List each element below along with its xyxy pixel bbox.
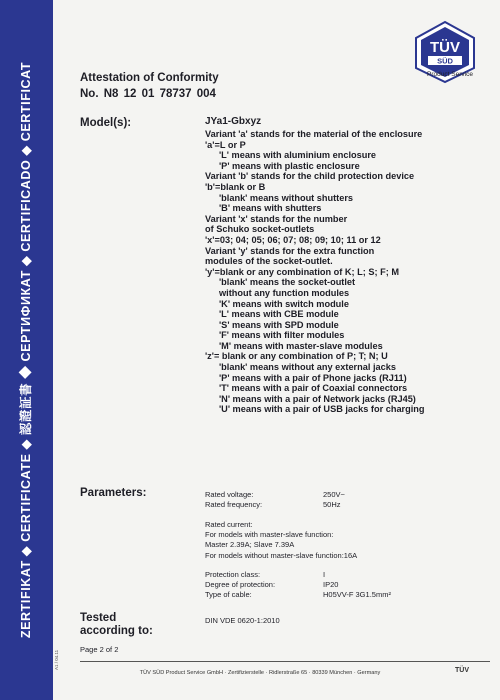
model-variant-line: 'B' means with shutters [219, 203, 322, 214]
parameter-value: IP20 [323, 580, 339, 590]
model-variant-line: 'T' means with a pair of Coaxial connectors [219, 383, 408, 394]
test-standard: DIN VDE 0620-1:2010 [205, 616, 280, 625]
model-variant-line: 'U' means with a pair of USB jacks for charging [219, 404, 425, 415]
parameter-row [205, 590, 391, 600]
footer-logo: TÜV [455, 667, 469, 674]
form-code: A1 / 04.11 [54, 649, 59, 670]
model-variant-line: 'L' means with CBE module [219, 309, 339, 320]
model-variant-line: Variant 'b' stands for the child protection device [205, 171, 415, 182]
parameter-label: Type of cable: [205, 590, 252, 600]
parameter-label: Rated voltage: [205, 490, 254, 499]
logo-mark-text: TÜV [430, 39, 460, 56]
model-variant-line: 'S' means with SPD module [219, 319, 339, 330]
parameter-row [205, 500, 341, 510]
parameter-row [205, 580, 339, 590]
model-name: JYa1-Gbxyz [205, 116, 262, 127]
parameter-label: Protection class: [205, 570, 261, 579]
model-variant-line: Variant 'y' stands for the extra function [205, 245, 375, 256]
logo-mark-sub: SÜD [437, 56, 453, 66]
parameter-group-voltage [205, 490, 345, 510]
model-variant-line: modules of the socket-outlet. [205, 256, 333, 267]
model-variant-line: 'blank' means without any external jacks [219, 362, 396, 373]
parameter-row [205, 520, 357, 530]
parameter-label: Degree of protection: [205, 580, 276, 590]
models-label: Model(s): [80, 117, 132, 129]
parameter-row [205, 570, 326, 580]
parameter-label: Master 2.39A; Slave 7.39A [205, 540, 295, 550]
logo-subtitle: Product Service [427, 71, 473, 78]
model-variant-line: 'y'=blank or any combination of K; L; S; F; M [205, 266, 399, 277]
parameter-value: 250V~ [323, 490, 345, 499]
tested-label-line1: Tested [80, 612, 117, 624]
parameter-group-protection [205, 570, 391, 601]
model-variant-list [205, 129, 425, 415]
parameter-row [205, 540, 357, 550]
parameter-label: For models with master-slave function: [205, 530, 334, 540]
model-variant-line: 'L' means with aluminium enclosure [219, 150, 377, 161]
model-variant-line: 'N' means with a pair of Network jacks (RJ45) [219, 393, 416, 404]
document-title: Attestation of Conformity [80, 72, 219, 84]
model-variant-line: 'x'=03; 04; 05; 06; 07; 08; 09; 10; 11 or 12 [205, 234, 381, 245]
parameter-row [205, 530, 357, 540]
parameter-value: 50Hz [323, 500, 341, 510]
footer-divider [80, 661, 490, 662]
model-variant-line: 'P' means with plastic enclosure [219, 160, 360, 171]
parameter-label: Rated frequency: [205, 500, 263, 510]
side-band-text: ZERTIFIKAT ◆ CERTIFICATE ◆ 認證証書 ◆ СЕРТИФИКАТ ◆ CERTIFICADO ◆ CERTIFICAT [19, 61, 33, 639]
model-variant-line: Variant 'x' stands for the number [205, 213, 348, 224]
certificate-side-band [0, 0, 53, 700]
page-number: Page 2 of 2 [80, 645, 119, 654]
parameter-label: Rated current: [205, 520, 253, 529]
model-variant-line: 'a'=L or P [205, 139, 246, 150]
certificate-number: No. N8 12 01 78737 004 [80, 88, 216, 100]
tested-label-line2: according to: [80, 625, 153, 637]
model-variant-line: 'K' means with switch module [219, 298, 349, 309]
parameter-row [205, 490, 345, 500]
parameter-value: I [323, 570, 326, 579]
model-variant-line: 'blank' means the socket-outlet [219, 277, 356, 288]
parameter-group-current [205, 520, 357, 561]
parameter-value: H05VV-F 3G1.5mm² [323, 590, 391, 600]
model-variant-line: Variant 'a' stands for the material of the enclosure [205, 129, 423, 139]
footer-address: TÜV SÜD Product Service GmbH · Zertifizierstelle · Ridlerstraße 65 · 80339 München · Germany [139, 670, 381, 676]
parameter-row [205, 551, 357, 561]
model-variant-line: 'blank' means without shutters [219, 192, 354, 203]
model-variant-line: 'F' means with filter modules [219, 330, 345, 341]
model-variant-line: 'M' means with master-slave modules [219, 340, 383, 351]
parameters-label: Parameters: [80, 487, 147, 499]
model-variant-line: without any function modules [219, 287, 350, 298]
model-variant-line: 'b'=blank or B [205, 181, 266, 192]
model-variant-line: of Schuko socket-outlets [205, 224, 315, 235]
parameter-label: For models without master-slave function:16A [205, 550, 358, 560]
model-variant-line: 'z'= blank or any combination of P; T; N; U [205, 351, 388, 362]
model-variant-line: 'P' means with a pair of Phone jacks (RJ11) [219, 372, 407, 383]
